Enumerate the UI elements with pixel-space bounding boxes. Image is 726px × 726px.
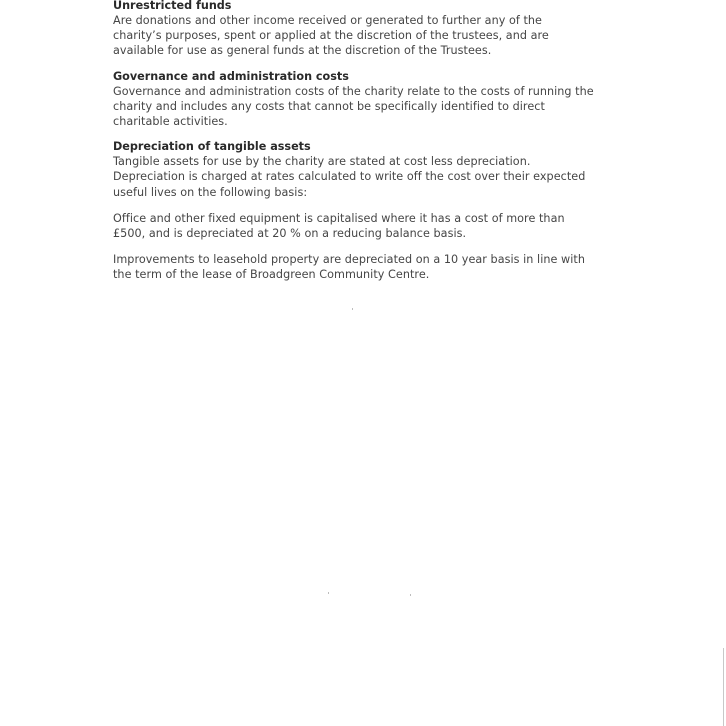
text-line: charitable activities.	[113, 115, 228, 129]
text-line: available for use as general funds at the discretion of the Trustees.	[113, 44, 492, 58]
paragraph-leasehold-improvements	[113, 252, 623, 282]
text-line: Tangible assets for use by the charity are stated at cost less depreciation.	[113, 155, 531, 169]
section-heading: Governance and administration costs	[113, 69, 349, 83]
section-depreciation	[113, 139, 623, 282]
paragraph	[113, 84, 623, 130]
text-line: Governance and administration costs of the charity relate to the costs of running the	[113, 84, 594, 98]
text-line: Improvements to leasehold property are depreciated on a 10 year basis in line with	[113, 253, 585, 267]
paragraph	[113, 154, 623, 200]
text-line: charity and includes any costs that cannot be specifically identified to direct	[113, 99, 545, 113]
text-line: Are donations and other income received or generated to further any of the	[113, 14, 542, 27]
scan-speck	[352, 308, 353, 310]
paragraph-office-equipment	[113, 211, 623, 241]
text-line: Depreciation is charged at rates calculated to write off the cost over their expected	[113, 170, 586, 184]
scan-speck	[328, 592, 329, 594]
text-line: charity’s purposes, spent or applied at the discretion of the trustees, and are	[113, 29, 549, 43]
scan-edge-line	[723, 648, 724, 726]
section-heading: Depreciation of tangible assets	[113, 140, 311, 154]
paragraph	[113, 13, 623, 59]
text-line: the term of the lease of Broadgreen Community Centre.	[113, 268, 430, 282]
scan-speck	[410, 594, 411, 596]
document-page	[113, 0, 623, 295]
text-line: £500, and is depreciated at 20 % on a reducing balance basis.	[113, 227, 467, 241]
text-line: useful lives on the following basis:	[113, 185, 308, 199]
section-governance-costs	[113, 69, 623, 130]
section-heading: Unrestricted funds	[113, 0, 232, 12]
section-unrestricted-funds	[113, 0, 623, 59]
text-line: Office and other fixed equipment is capitalised where it has a cost of more than	[113, 211, 565, 225]
